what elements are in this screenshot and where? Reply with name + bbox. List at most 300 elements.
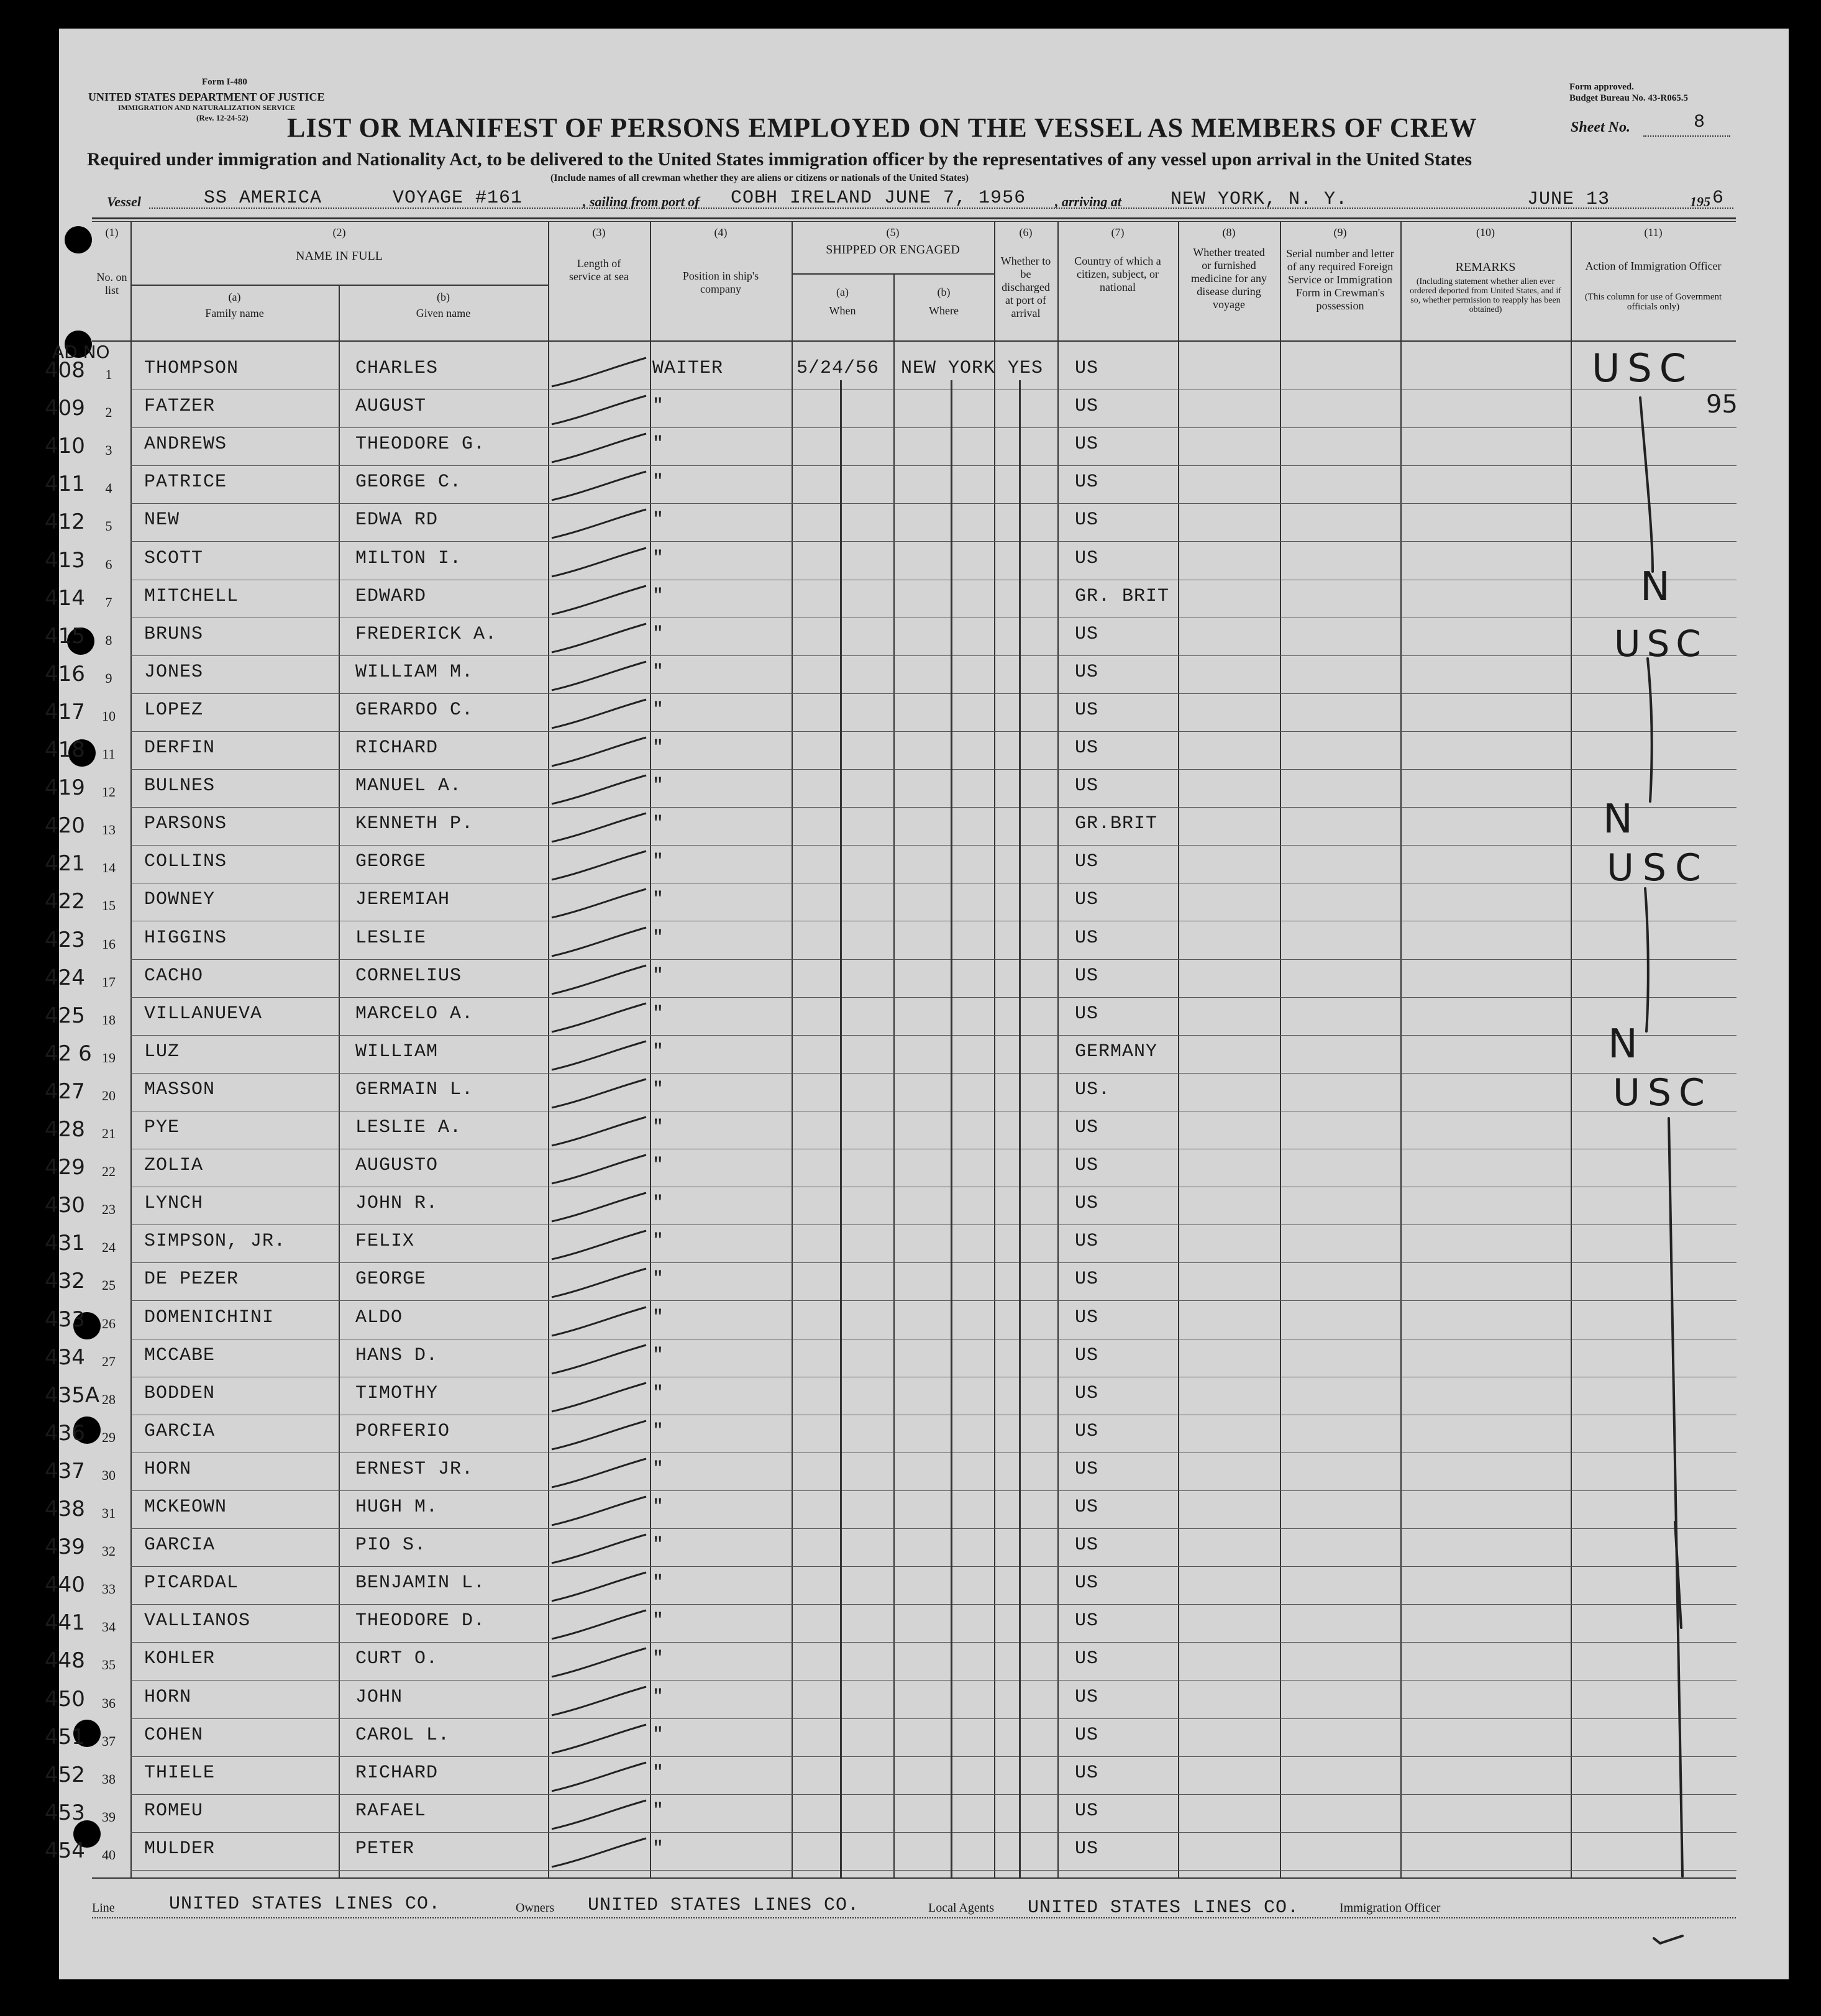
country: US bbox=[1075, 1725, 1099, 1746]
family-name: DERFIN bbox=[144, 737, 216, 759]
row-number: 18 bbox=[102, 1012, 116, 1028]
ad-number: 413 bbox=[45, 548, 85, 573]
row-number: 3 bbox=[105, 442, 112, 458]
shipped-when: 5/24/56 bbox=[796, 358, 880, 379]
ad-number: 435A bbox=[45, 1383, 100, 1408]
position: " bbox=[652, 548, 665, 569]
given-name: JOHN R. bbox=[355, 1193, 439, 1214]
given-name: LESLIE bbox=[355, 928, 427, 949]
given-name: TIMOTHY bbox=[355, 1383, 439, 1404]
row-number: 36 bbox=[102, 1695, 116, 1711]
department-name: UNITED STATES DEPARTMENT OF JUSTICE bbox=[88, 91, 325, 103]
row-number: 24 bbox=[102, 1239, 116, 1255]
row-number: 5 bbox=[105, 518, 112, 534]
row-number: 38 bbox=[102, 1771, 116, 1787]
position: " bbox=[652, 1800, 665, 1822]
sheet-label: Sheet No. bbox=[1571, 119, 1630, 135]
ad-number: 432 bbox=[45, 1269, 85, 1293]
col5a-num: (a) bbox=[836, 286, 849, 298]
ad-number: 408 bbox=[45, 358, 85, 383]
row-number: 14 bbox=[102, 860, 116, 875]
ad-number: 433 bbox=[45, 1307, 85, 1332]
country: US bbox=[1075, 1269, 1099, 1290]
annotation-usc: USC bbox=[1614, 623, 1707, 665]
row-number: 40 bbox=[102, 1847, 116, 1863]
position: " bbox=[652, 434, 665, 455]
footer-owners-label: Owners bbox=[516, 1901, 555, 1915]
col11-note: (This column for use of Government officials only) bbox=[1584, 292, 1722, 312]
annotation-n: N bbox=[1608, 1021, 1638, 1067]
col5b-num: (b) bbox=[937, 286, 951, 298]
ad-number: 421 bbox=[45, 851, 85, 876]
given-name: WILLIAM M. bbox=[355, 662, 474, 683]
annotation-n: N bbox=[1603, 796, 1633, 842]
position: " bbox=[652, 1041, 665, 1062]
col9-num: (9) bbox=[1333, 226, 1347, 239]
position: " bbox=[652, 1345, 665, 1366]
row-number: 21 bbox=[102, 1126, 116, 1141]
row-number: 8 bbox=[105, 632, 112, 648]
country: US bbox=[1075, 472, 1099, 493]
vessel-label: Vessel bbox=[107, 194, 141, 209]
family-name: ZOLIA bbox=[144, 1155, 204, 1176]
family-name: HORN bbox=[144, 1459, 192, 1480]
given-name: GEORGE bbox=[355, 851, 427, 872]
position: " bbox=[652, 700, 665, 721]
given-name: BENJAMIN L. bbox=[355, 1572, 486, 1594]
col10-num: (10) bbox=[1476, 226, 1495, 239]
country: US bbox=[1075, 965, 1099, 987]
position: " bbox=[652, 1307, 665, 1328]
given-name: MILTON I. bbox=[355, 548, 462, 569]
col6-num: (6) bbox=[1019, 226, 1033, 239]
page-title: LIST OR MANIFEST OF PERSONS EMPLOYED ON THE VESSEL AS MEMBERS OF CREW bbox=[287, 112, 1477, 143]
ad-number: 409 bbox=[45, 396, 85, 421]
ad-number: 414 bbox=[45, 586, 85, 611]
col2a-num: (a) bbox=[228, 291, 241, 303]
family-name: FATZER bbox=[144, 396, 216, 417]
country: US bbox=[1075, 1193, 1099, 1214]
family-name: GARCIA bbox=[144, 1535, 216, 1556]
col8-num: (8) bbox=[1222, 226, 1236, 239]
ad-number: 448 bbox=[45, 1648, 85, 1673]
col10-note: (Including statement whether alien ever ordered deported from United States, and if so, whether permission to reapply has been obtained) bbox=[1410, 277, 1561, 314]
col11-num: (11) bbox=[1644, 226, 1663, 239]
position: " bbox=[652, 775, 665, 796]
position: " bbox=[652, 1269, 665, 1290]
given-name: THEODORE G. bbox=[355, 434, 486, 455]
given-name: ALDO bbox=[355, 1307, 403, 1328]
annotation-count: 95 bbox=[1706, 390, 1738, 419]
country: US bbox=[1075, 1155, 1099, 1176]
position: " bbox=[652, 1535, 665, 1556]
given-name: EDWARD bbox=[355, 586, 427, 607]
col5-num: (5) bbox=[886, 226, 900, 239]
country: US bbox=[1075, 851, 1099, 872]
col6-header: Whether to be discharged at port of arrival bbox=[1000, 255, 1051, 319]
ad-number: 438 bbox=[45, 1497, 85, 1521]
given-name: FELIX bbox=[355, 1231, 415, 1252]
ad-number: 419 bbox=[45, 775, 85, 800]
given-name: HANS D. bbox=[355, 1345, 439, 1366]
given-name: MANUEL A. bbox=[355, 775, 462, 796]
family-name: MCKEOWN bbox=[144, 1497, 227, 1518]
ad-number: 452 bbox=[45, 1763, 85, 1787]
position: " bbox=[652, 851, 665, 872]
row-number: 39 bbox=[102, 1809, 116, 1825]
ad-number: 441 bbox=[45, 1610, 85, 1635]
position: " bbox=[652, 1763, 665, 1784]
col2b-num: (b) bbox=[437, 291, 450, 303]
ad-number: 439 bbox=[45, 1535, 85, 1559]
ad-no-header: AD NO bbox=[52, 342, 110, 362]
row-number: 13 bbox=[102, 822, 116, 837]
family-name: BRUNS bbox=[144, 624, 204, 645]
family-name: THIELE bbox=[144, 1763, 216, 1784]
position: " bbox=[652, 1155, 665, 1176]
country: US bbox=[1075, 889, 1099, 910]
country: US bbox=[1075, 1687, 1099, 1708]
country: GERMANY bbox=[1075, 1041, 1158, 1062]
col2-num: (2) bbox=[332, 226, 346, 239]
col2a-header: Family name bbox=[205, 307, 264, 319]
departure-port: COBH IRELAND JUNE 7, 1956 bbox=[731, 188, 1026, 209]
given-name: CORNELIUS bbox=[355, 965, 462, 987]
given-name: GEORGE C. bbox=[355, 472, 462, 493]
given-name: EDWA RD bbox=[355, 509, 439, 531]
country: US. bbox=[1075, 1079, 1111, 1100]
row-number: 22 bbox=[102, 1164, 116, 1179]
discharged: YES bbox=[1008, 358, 1044, 379]
given-name: RAFAEL bbox=[355, 1800, 427, 1822]
row-number: 33 bbox=[102, 1581, 116, 1597]
row-number: 20 bbox=[102, 1088, 116, 1103]
footer-agents-value: UNITED STATES LINES CO. bbox=[1028, 1897, 1300, 1918]
country: US bbox=[1075, 1383, 1099, 1404]
family-name: MASSON bbox=[144, 1079, 216, 1100]
country: US bbox=[1075, 1231, 1099, 1252]
ad-number: 437 bbox=[45, 1459, 85, 1484]
position: " bbox=[652, 813, 665, 834]
footer-officer-label: Immigration Officer bbox=[1340, 1901, 1441, 1915]
required-statement: Required under immigration and Nationality Act, to be delivered to the United States immigration officer by the representatives of any vessel upon arrival in the United States bbox=[87, 149, 1472, 170]
row-number: 9 bbox=[105, 670, 112, 686]
ad-number: 418 bbox=[45, 737, 85, 762]
country: US bbox=[1075, 434, 1099, 455]
ditto-line bbox=[840, 380, 842, 1877]
given-name: GEORGE bbox=[355, 1269, 427, 1290]
position: " bbox=[652, 1838, 665, 1859]
family-name: ANDREWS bbox=[144, 434, 227, 455]
form-revision: (Rev. 12-24-52) bbox=[196, 113, 249, 122]
form-number: Form I-480 bbox=[202, 77, 247, 87]
ad-number: 450 bbox=[45, 1687, 85, 1712]
family-name: BODDEN bbox=[144, 1383, 216, 1404]
given-name: WILLIAM bbox=[355, 1041, 439, 1062]
family-name: COLLINS bbox=[144, 851, 227, 872]
row-number: 25 bbox=[102, 1277, 116, 1293]
row-number: 19 bbox=[102, 1050, 116, 1065]
row-number: 30 bbox=[102, 1467, 116, 1483]
col2b-header: Given name bbox=[416, 307, 471, 319]
position: " bbox=[652, 1459, 665, 1480]
row-number: 17 bbox=[102, 974, 116, 990]
row-number: 23 bbox=[102, 1202, 116, 1217]
family-name: PICARDAL bbox=[144, 1572, 239, 1594]
sheet-number: 8 bbox=[1694, 112, 1706, 133]
position: " bbox=[652, 1383, 665, 1404]
ad-number: 454 bbox=[45, 1838, 85, 1863]
vessel-name: SS AMERICA bbox=[204, 188, 322, 209]
position: " bbox=[652, 396, 665, 417]
arrival-port: NEW YORK, N. Y. bbox=[1171, 189, 1348, 210]
position: " bbox=[652, 586, 665, 607]
ad-number: 425 bbox=[45, 1003, 85, 1028]
country: US bbox=[1075, 509, 1099, 531]
family-name: HIGGINS bbox=[144, 928, 227, 949]
col7-num: (7) bbox=[1111, 226, 1125, 239]
given-name: JOHN bbox=[355, 1687, 403, 1708]
position: " bbox=[652, 1231, 665, 1252]
row-number: 34 bbox=[102, 1619, 116, 1635]
row-number: 35 bbox=[102, 1657, 116, 1672]
col5b-header: Where bbox=[929, 304, 959, 317]
country: US bbox=[1075, 358, 1099, 379]
given-name: PIO S. bbox=[355, 1535, 427, 1556]
country: US bbox=[1075, 624, 1099, 645]
row-number: 12 bbox=[102, 784, 116, 800]
family-name: KOHLER bbox=[144, 1648, 216, 1669]
ad-number: 429 bbox=[45, 1155, 85, 1180]
family-name: BULNES bbox=[144, 775, 216, 796]
family-name: LYNCH bbox=[144, 1193, 204, 1214]
country: US bbox=[1075, 700, 1099, 721]
country: US bbox=[1075, 1800, 1099, 1822]
family-name: SIMPSON, JR. bbox=[144, 1231, 286, 1252]
ad-number: 424 bbox=[45, 965, 85, 990]
ad-number: 434 bbox=[45, 1345, 85, 1370]
ad-number: 431 bbox=[45, 1231, 85, 1256]
arriving-label: , arriving at bbox=[1055, 194, 1121, 209]
family-name: THOMPSON bbox=[144, 358, 239, 379]
row-number: 28 bbox=[102, 1392, 116, 1407]
position: " bbox=[652, 1687, 665, 1708]
family-name: GARCIA bbox=[144, 1421, 216, 1442]
col3-header: Length of service at sea bbox=[569, 257, 629, 283]
footer-agents-label: Local Agents bbox=[928, 1901, 995, 1915]
ad-number: 422 bbox=[45, 889, 85, 914]
ditto-line bbox=[1019, 380, 1021, 1877]
given-name: THEODORE D. bbox=[355, 1610, 486, 1631]
col11-header: Action of Immigration Officer bbox=[1585, 260, 1722, 272]
position: " bbox=[652, 509, 665, 531]
ad-number: 411 bbox=[45, 472, 85, 496]
position: " bbox=[652, 1193, 665, 1214]
country: US bbox=[1075, 775, 1099, 796]
col1-header: No. on list bbox=[96, 271, 127, 296]
ad-number: 453 bbox=[45, 1800, 85, 1825]
country: US bbox=[1075, 548, 1099, 569]
sailing-label: , sailing from port of bbox=[583, 194, 700, 209]
col5-header: SHIPPED OR ENGAGED bbox=[826, 243, 960, 257]
family-name: MCCABE bbox=[144, 1345, 216, 1366]
family-name: LOPEZ bbox=[144, 700, 204, 721]
position: " bbox=[652, 1648, 665, 1669]
col5a-header: When bbox=[829, 304, 856, 317]
country: US bbox=[1075, 1421, 1099, 1442]
country: US bbox=[1075, 1838, 1099, 1859]
country: GR. BRIT bbox=[1075, 586, 1170, 607]
ditto-line bbox=[951, 380, 952, 1877]
given-name: CHARLES bbox=[355, 358, 439, 379]
given-name: FREDERICK A. bbox=[355, 624, 498, 645]
footer-signature-line bbox=[92, 1917, 1736, 1918]
voyage-number: VOYAGE #161 bbox=[393, 188, 523, 209]
country: US bbox=[1075, 1307, 1099, 1328]
annotation-usc: USC bbox=[1592, 345, 1694, 391]
given-name: HUGH M. bbox=[355, 1497, 439, 1518]
annotation-usc: USC bbox=[1607, 846, 1710, 890]
col1-num: (1) bbox=[105, 226, 119, 239]
position: " bbox=[652, 1572, 665, 1594]
annotation-n: N bbox=[1640, 564, 1670, 610]
country: GR.BRIT bbox=[1075, 813, 1158, 834]
row-number: 10 bbox=[102, 708, 116, 724]
arrival-year: 195 bbox=[1690, 194, 1710, 209]
family-name: LUZ bbox=[144, 1041, 180, 1062]
country: US bbox=[1075, 1610, 1099, 1631]
given-name: GERARDO C. bbox=[355, 700, 474, 721]
family-name: NEW bbox=[144, 509, 180, 531]
ad-number: 410 bbox=[45, 434, 85, 458]
given-name: PETER bbox=[355, 1838, 415, 1859]
row-number: 32 bbox=[102, 1543, 116, 1559]
ad-number: 420 bbox=[45, 813, 85, 838]
family-name: DOMENICHINI bbox=[144, 1307, 275, 1328]
given-name: RICHARD bbox=[355, 1763, 439, 1784]
row-number: 16 bbox=[102, 936, 116, 952]
position: " bbox=[652, 472, 665, 493]
country: US bbox=[1075, 1497, 1099, 1518]
ad-number: 416 bbox=[45, 662, 85, 686]
ad-number: 42 6 bbox=[45, 1041, 92, 1066]
given-name: ERNEST JR. bbox=[355, 1459, 474, 1480]
country: US bbox=[1075, 928, 1099, 949]
ad-number: 427 bbox=[45, 1079, 85, 1104]
country: US bbox=[1075, 396, 1099, 417]
family-name: HORN bbox=[144, 1687, 192, 1708]
position: " bbox=[652, 1497, 665, 1518]
row-number: 11 bbox=[102, 746, 116, 762]
position: " bbox=[652, 1003, 665, 1024]
country: US bbox=[1075, 1117, 1099, 1138]
col4-header: Position in ship's company bbox=[682, 270, 759, 295]
row-number: 7 bbox=[105, 595, 112, 610]
country: US bbox=[1075, 1648, 1099, 1669]
row-number: 1 bbox=[105, 367, 112, 382]
footer-line-value: UNITED STATES LINES CO. bbox=[169, 1894, 441, 1915]
annotation-usc: USC bbox=[1613, 1071, 1712, 1115]
row-number: 37 bbox=[102, 1733, 116, 1749]
family-name: DE PEZER bbox=[144, 1269, 239, 1290]
row-number: 15 bbox=[102, 898, 116, 913]
position: " bbox=[652, 889, 665, 910]
given-name: JEREMIAH bbox=[355, 889, 450, 910]
position: " bbox=[652, 928, 665, 949]
given-name: PORFERIO bbox=[355, 1421, 450, 1442]
shipped-where: NEW YORK bbox=[901, 358, 996, 379]
country: US bbox=[1075, 1345, 1099, 1366]
family-name: PYE bbox=[144, 1117, 180, 1138]
position: " bbox=[652, 662, 665, 683]
footer-owners-value: UNITED STATES LINES CO. bbox=[588, 1895, 860, 1916]
given-name: GERMAIN L. bbox=[355, 1079, 474, 1100]
given-name: CAROL L. bbox=[355, 1725, 450, 1746]
form-approved: Form approved. bbox=[1569, 82, 1634, 92]
family-name: VALLIANOS bbox=[144, 1610, 251, 1631]
family-name: PARSONS bbox=[144, 813, 227, 834]
country: US bbox=[1075, 1535, 1099, 1556]
family-name: COHEN bbox=[144, 1725, 204, 1746]
col7-header: Country of which a citizen, subject, or national bbox=[1074, 255, 1161, 293]
family-name: VILLANUEVA bbox=[144, 1003, 263, 1024]
position: " bbox=[652, 1421, 665, 1442]
position: WAITER bbox=[652, 358, 724, 379]
col8-header: Whether treated or furnished medicine for any disease during voyage bbox=[1191, 246, 1267, 311]
position: " bbox=[652, 1117, 665, 1138]
family-name: ROMEU bbox=[144, 1800, 204, 1822]
country: US bbox=[1075, 1763, 1099, 1784]
row-number: 26 bbox=[102, 1316, 116, 1331]
ad-number: 412 bbox=[45, 509, 85, 534]
arrival-year-digit: 6 bbox=[1712, 188, 1725, 209]
position: " bbox=[652, 624, 665, 645]
ad-number: 440 bbox=[45, 1572, 85, 1597]
row-number: 29 bbox=[102, 1430, 116, 1445]
row-number: 6 bbox=[105, 557, 112, 572]
country: US bbox=[1075, 737, 1099, 759]
ad-number: 423 bbox=[45, 928, 85, 952]
row-number: 4 bbox=[105, 480, 112, 496]
col4-num: (4) bbox=[714, 226, 728, 239]
given-name: MARCELO A. bbox=[355, 1003, 474, 1024]
position: " bbox=[652, 1079, 665, 1100]
family-name: CACHO bbox=[144, 965, 204, 987]
col9-header: Serial number and letter of any required Foreign Service or Immigration Form in Crewman's possession bbox=[1286, 247, 1394, 312]
family-name: MITCHELL bbox=[144, 586, 239, 607]
given-name: RICHARD bbox=[355, 737, 439, 759]
col3-num: (3) bbox=[592, 226, 606, 239]
position: " bbox=[652, 965, 665, 987]
ad-number: 436 bbox=[45, 1421, 85, 1446]
given-name: AUGUST bbox=[355, 396, 427, 417]
country: US bbox=[1075, 662, 1099, 683]
service-name: IMMIGRATION AND NATURALIZATION SERVICE bbox=[118, 103, 296, 112]
ad-number: 415 bbox=[45, 624, 85, 649]
budget-number: Budget Bureau No. 43-R065.5 bbox=[1569, 93, 1688, 103]
position: " bbox=[652, 737, 665, 759]
col2-header: NAME IN FULL bbox=[296, 249, 383, 263]
include-statement: (Include names of all crewman whether they are aliens or citizens or nationals of the United States) bbox=[550, 173, 969, 183]
arrival-date: JUNE 13 bbox=[1527, 189, 1610, 210]
col10-header: REMARKS bbox=[1455, 260, 1516, 274]
given-name: KENNETH P. bbox=[355, 813, 474, 834]
footer-line-label: Line bbox=[92, 1901, 115, 1915]
family-name: MULDER bbox=[144, 1838, 216, 1859]
given-name: AUGUSTO bbox=[355, 1155, 439, 1176]
position: " bbox=[652, 1610, 665, 1631]
country: US bbox=[1075, 1572, 1099, 1594]
